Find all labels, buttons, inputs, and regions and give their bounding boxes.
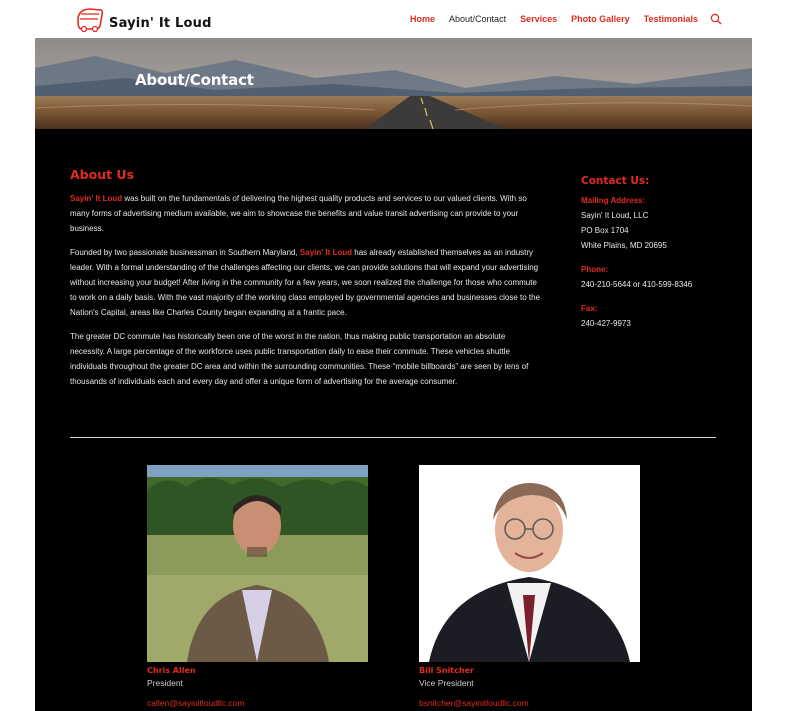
about-paragraph-1 bbox=[70, 191, 542, 236]
site-logo[interactable] bbox=[75, 3, 212, 35]
member-title: President bbox=[147, 678, 183, 688]
team-member-card bbox=[147, 465, 368, 708]
page bbox=[35, 0, 752, 711]
nav-testimonials[interactable]: Testimonials bbox=[643, 14, 698, 24]
member-name: Chris Allen bbox=[147, 666, 196, 675]
about-paragraph-2 bbox=[70, 245, 542, 320]
section-divider bbox=[70, 437, 716, 438]
about-paragraph-3: The greater DC commute has historically been one of the worst in the nation, thus making public transportation an absolute necessity. A large percentage of the workforce uses public transportation daily to ease their commute. These vehicles shuttle individuals throughout the greater DC area and within the surrounding communities. These “mobile billboards” are seen by tens of thousands of individuals each and every day and offer a unique form of advertising for the average consumer. bbox=[70, 332, 529, 386]
page-title: About/Contact bbox=[135, 71, 254, 89]
nav-home[interactable]: Home bbox=[410, 14, 436, 24]
bus-logo-icon bbox=[75, 4, 105, 34]
about-p2-start: Founded by two passionate businessman in Southern Maryland, bbox=[70, 248, 300, 257]
mailing-line: White Plains, MD 20695 bbox=[581, 241, 667, 250]
mailing-line: PO Box 1704 bbox=[581, 226, 629, 235]
logo-text: Sayin' It Loud bbox=[109, 15, 212, 31]
member-email-link[interactable]: bsnitcher@sayinitloudllc.com bbox=[419, 698, 529, 708]
fax-value: 240-427-9973 bbox=[581, 319, 631, 328]
phone-value: 240-210-5644 or 410-599-8346 bbox=[581, 280, 693, 289]
mailing-label: Mailing Address: bbox=[581, 196, 646, 205]
contact-section bbox=[581, 175, 731, 331]
member-title: Vice President bbox=[419, 678, 474, 688]
about-section bbox=[70, 167, 542, 398]
about-p2-text: has already established themselves as an industry leader. With a formal understanding of the challenges affecting our clients, we can provide solutions that will expand your advertising without increasing your budget! After living in the community for a few years, we soon realized the challenge for those who commute to work on a daily basis. With the vast majority of the working class employed by governmental agencies and businesses close to the Nation's Capital, areas like Charles County began expanding at a frantic pace. bbox=[70, 248, 541, 317]
brand-mention: Sayin' It Loud bbox=[70, 194, 123, 203]
contact-heading: Contact Us: bbox=[581, 175, 650, 187]
nav-about-contact[interactable]: About/Contact bbox=[449, 14, 507, 24]
brand-mention: Sayin' It Loud bbox=[299, 248, 353, 257]
hero-banner bbox=[35, 38, 752, 129]
about-p1-text: was built on the fundamentals of delivering the highest quality products and services to our valued clients. With so many forms of advertising medium available, we aim to showcase the benefits and value transit advertising can provide to your business. bbox=[70, 194, 527, 233]
phone-label: Phone: bbox=[581, 265, 609, 274]
main-nav bbox=[396, 13, 722, 25]
nav-services[interactable]: Services bbox=[520, 14, 558, 24]
member-name: Bill Snitcher bbox=[419, 666, 474, 675]
about-heading: About Us bbox=[70, 167, 135, 182]
bill-snitcher-photo bbox=[419, 465, 640, 662]
member-email-link[interactable]: callen@sayinitloudllc.com bbox=[147, 698, 245, 708]
team-member-card bbox=[419, 465, 640, 708]
mailing-line: Sayin' It Loud, LLC bbox=[581, 211, 649, 220]
nav-photo-gallery[interactable]: Photo Gallery bbox=[571, 14, 630, 24]
site-header bbox=[35, 0, 752, 38]
chris-allen-photo bbox=[147, 465, 368, 662]
search-icon[interactable] bbox=[710, 13, 722, 25]
fax-label: Fax: bbox=[581, 304, 598, 313]
